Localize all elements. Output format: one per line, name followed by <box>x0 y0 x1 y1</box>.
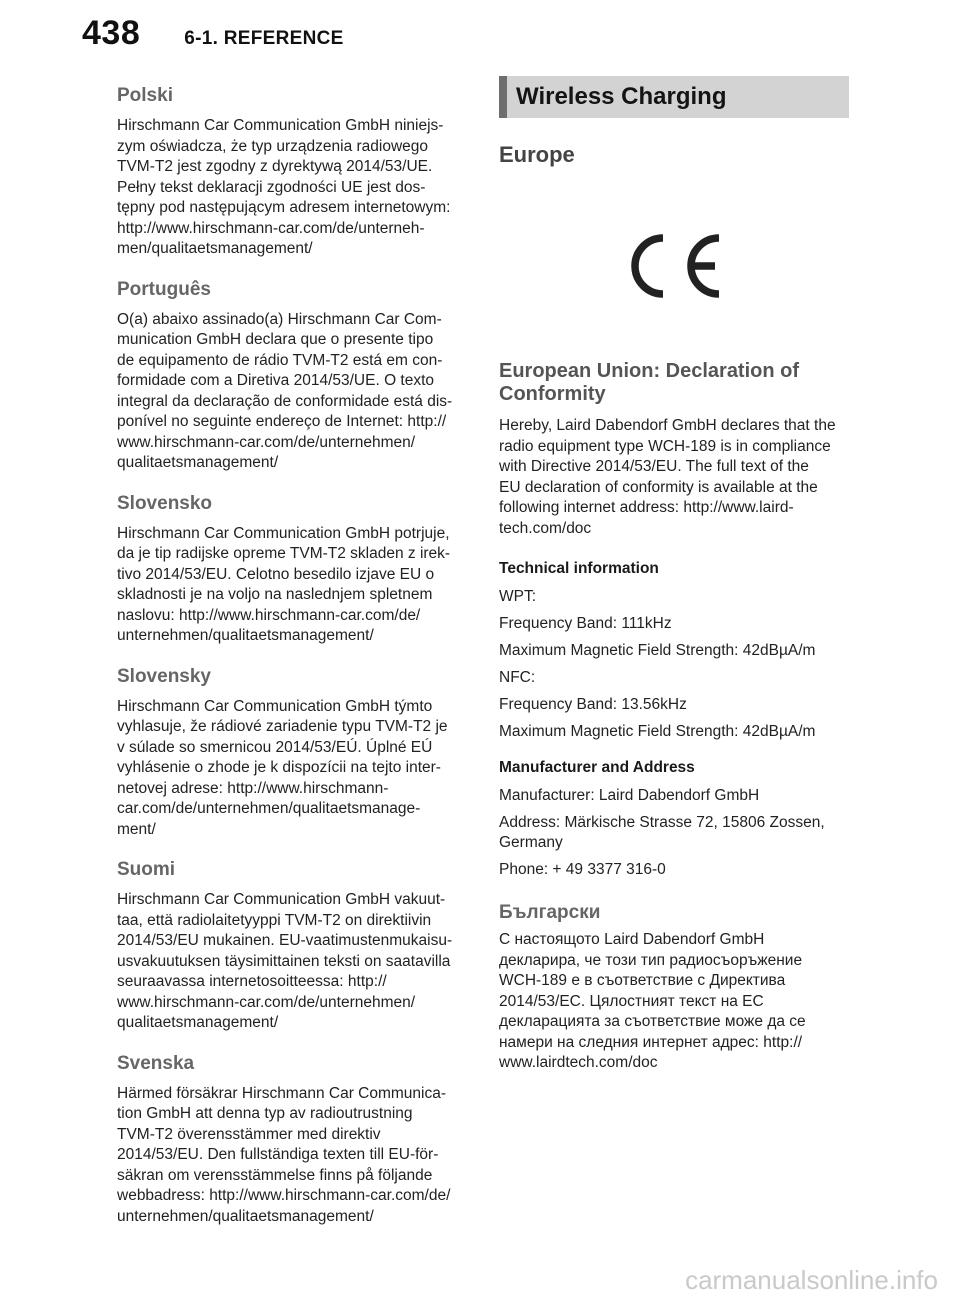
eu-text-line: radio equipment type WCH-189 is in compliance <box>499 437 831 455</box>
eu-text-line: with Directive 2014/53/EU. The full text of the <box>499 458 809 475</box>
declaration-line: ment/ <box>117 820 156 838</box>
declaration-line: webbadress: http://www.hirschmann-car.com/de/ <box>117 1187 451 1204</box>
technical-info-line: Maximum Magnetic Field Strength: 42dBµA/m <box>499 642 816 659</box>
eu-text-line: tech.com/doc <box>499 519 592 537</box>
declaration-line: car.com/de/unternehmen/qualitaetsmanage- <box>117 800 421 817</box>
declaration-line: munication GmbH declara que o presente tipo <box>117 331 434 348</box>
declaration-line: tivo 2014/53/EU. Celotno besedilo izjave EU o <box>117 565 435 583</box>
technical-info-line: Maximum Magnetic Field Strength: 42dBµA/m <box>499 723 816 740</box>
declaration-line: TVM-T2 överensstämmer med direktiv <box>117 1125 381 1143</box>
technical-info-heading: Technical information <box>499 560 659 577</box>
technical-info-list <box>499 587 849 742</box>
declaration-line: formidade com a Diretiva 2014/53/UE. O texto <box>117 372 435 389</box>
bulgarian-line: WCH-189 е в съответствие с Директива <box>499 972 786 989</box>
declaration-line: netovej adrese: http://www.hirschmann- <box>117 779 389 797</box>
declaration-block <box>117 84 467 260</box>
ce-mark-logo <box>499 172 849 360</box>
eu-heading-second <box>499 383 849 406</box>
declaration-line: skladnosti je na voljo na naslednjem spletnem <box>117 586 433 603</box>
declaration-line: taa, että radiolaitetyyppi TVM-T2 on direktiivin <box>117 911 432 929</box>
declaration-line: Hirschmann Car Communication GmbH niniejs- <box>117 117 444 134</box>
declaration-line: TVM-T2 jest zgodny z dyrektywą 2014/53/UE. <box>117 158 433 175</box>
language-heading: Slovensky <box>117 665 211 687</box>
declaration-block <box>117 1052 467 1228</box>
eu-heading-line: European Union: Declaration of <box>499 360 800 382</box>
bulgarian-line: декларацията за съответствие може да се <box>499 1013 806 1030</box>
technical-info-line: Frequency Band: 13.56kHz <box>499 696 687 713</box>
declaration-line: Härmed försäkrar Hirschmann Car Communica- <box>117 1084 447 1102</box>
bulgarian-line: декларира, че този тип радиосъоръжение <box>499 951 803 969</box>
declaration-line: naslovu: http://www.hirschmann-car.com/de/ <box>117 606 421 624</box>
region-heading: Europe <box>499 142 575 167</box>
bulgarian-line: 2014/53/ЕС. Цялостният текст на ЕС <box>499 992 764 1010</box>
declaration-line: da je tip radijske opreme TVM-T2 skladen z irek- <box>117 545 451 562</box>
eu-declaration-text <box>499 416 849 539</box>
bulgarian-line: намери на следния интернет адрес: http:// <box>499 1033 803 1051</box>
manufacturer-line: Manufacturer: Laird Dabendorf GmbH <box>499 787 760 804</box>
declaration-block <box>117 665 467 841</box>
declaration-line: tępny pod następującym adresem internetowym: <box>117 199 451 216</box>
declaration-line: http://www.hirschmann-car.com/de/unterneh- <box>117 219 425 237</box>
declaration-line: Pełny tekst deklaracji zgodności UE jest dos- <box>117 178 426 196</box>
declaration-line: O(a) abaixo assinado(a) Hirschmann Car Com- <box>117 310 442 328</box>
declaration-line: zym oświadcza, że typ urządzenia radiowego <box>117 137 429 155</box>
technical-info-line: NFC: <box>499 669 536 686</box>
bulgarian-text <box>499 930 849 1074</box>
declaration-line: ponível no seguinte endereço de Internet: http:// <box>117 413 447 430</box>
eu-text-line: EU declaration of conformity is available at the <box>499 478 818 496</box>
declaration-line: Hirschmann Car Communication GmbH potrjuje, <box>117 524 450 542</box>
declaration-line: unternehmen/qualitaetsmanagement/ <box>117 1207 374 1225</box>
eu-text-line: Hereby, Laird Dabendorf GmbH declares that the <box>499 417 836 434</box>
declaration-block <box>117 492 467 647</box>
bulgarian-line: www.lairdtech.com/doc <box>499 1054 658 1071</box>
technical-info-line: Frequency Band: 111kHz <box>499 615 672 632</box>
section-title: 6-1. REFERENCE <box>184 28 344 49</box>
wireless-charging-banner: Wireless Charging <box>499 76 849 118</box>
declaration-line: seuraavassa internetosoitteessa: http:// <box>117 973 387 990</box>
declaration-line: v súlade so smernicou 2014/53/EÚ. Úplné EÚ <box>117 738 433 756</box>
language-heading: Polski <box>117 85 173 106</box>
declaration-line: de equipamento de rádio TVM-T2 está em con- <box>117 351 443 369</box>
language-heading: Suomi <box>117 859 176 880</box>
declaration-line: integral da declaração de conformidade está dis- <box>117 392 453 410</box>
language-heading: Português <box>117 278 211 300</box>
declaration-line: usvakuutuksen täysimittainen teksti on saatavilla <box>117 952 451 970</box>
declaration-block <box>117 858 467 1034</box>
declaration-line: unternehmen/qualitaetsmanagement/ <box>117 627 374 644</box>
bulgarian-line: С настоящото Laird Dabendorf GmbH <box>499 931 765 948</box>
manufacturer-line: Address: Märkische Strasse 72, 15806 Zossen, Germany <box>499 814 825 851</box>
declaration-line: säkran om verensstämmelse finns på följande <box>117 1166 433 1184</box>
ce-mark-icon <box>619 226 729 306</box>
manufacturer-list <box>499 786 849 880</box>
right-column <box>499 76 849 1074</box>
manufacturer-line: Phone: + 49 3377 316-0 <box>499 861 666 878</box>
declaration-line: vyhlasuje, že rádiové zariadenie typu TVM-T2 je <box>117 718 448 735</box>
language-heading: Svenska <box>117 1052 195 1074</box>
eu-declaration-heading <box>499 360 849 383</box>
declaration-line: men/qualitaetsmanagement/ <box>117 240 313 257</box>
technical-info-line: WPT: <box>499 588 537 605</box>
manufacturer-heading: Manufacturer and Address <box>499 759 695 776</box>
watermark: carmanualsonline.info <box>685 1265 938 1295</box>
declaration-line: qualitaetsmanagement/ <box>117 454 279 471</box>
declaration-line: Hirschmann Car Communication GmbH týmto <box>117 697 433 715</box>
language-heading: Slovensko <box>117 492 213 514</box>
declaration-line: 2014/53/EU. Den fullständiga texten till EU-för- <box>117 1146 439 1163</box>
page-header <box>82 14 344 53</box>
declaration-line: Hirschmann Car Communication GmbH vakuut- <box>117 891 446 908</box>
declaration-line: 2014/53/EU mukainen. EU-vaatimustenmukaisu- <box>117 932 453 949</box>
left-column <box>117 84 467 1245</box>
eu-text-line: following internet address: http://www.laird- <box>499 499 794 516</box>
eu-heading-line: Conformity <box>499 383 606 405</box>
page-number: 438 <box>82 14 141 52</box>
declaration-line: www.hirschmann-car.com/de/unternehmen/ <box>117 433 416 451</box>
declaration-line: www.hirschmann-car.com/de/unternehmen/ <box>117 993 416 1011</box>
declaration-line: vyhlásenie o zhode je k dispozícii na tejto inter- <box>117 759 441 776</box>
declaration-block <box>117 278 467 474</box>
bulgarian-heading: Български <box>499 902 601 923</box>
declaration-line: qualitaetsmanagement/ <box>117 1014 279 1031</box>
declaration-line: tion GmbH att denna typ av radioutrustning <box>117 1105 413 1122</box>
